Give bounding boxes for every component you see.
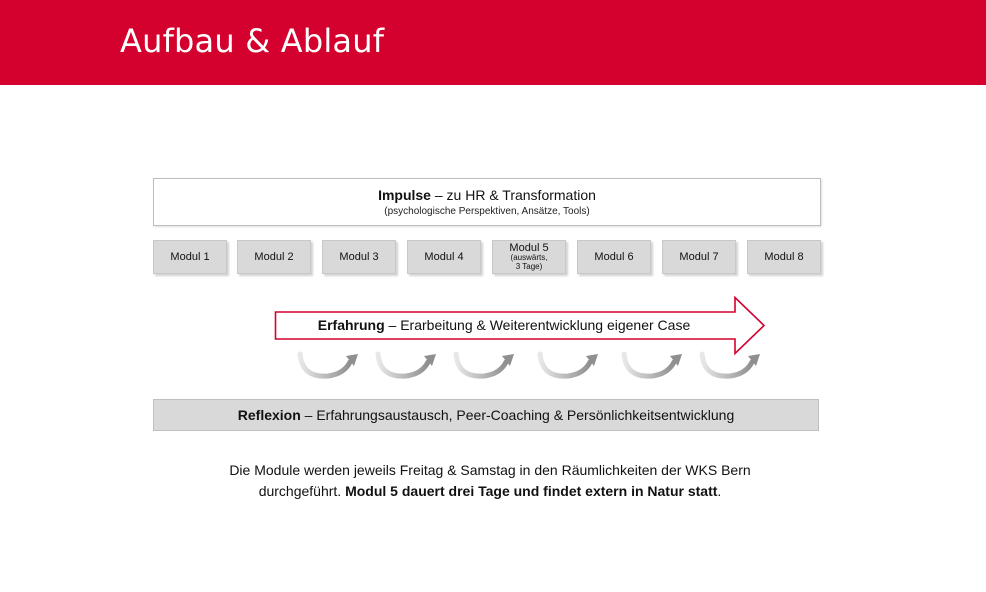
module-note: (auswärts, <box>510 253 548 263</box>
reflexion-box <box>153 399 819 431</box>
erfahrung-label <box>274 317 734 333</box>
erfahrung-description: – Erarbeitung & Weiterentwicklung eigener Case <box>384 317 691 333</box>
module-5 <box>492 240 566 274</box>
cycle-arrow-icon <box>702 354 760 376</box>
module-7 <box>662 240 736 274</box>
reflexion-title: Reflexion <box>237 407 301 423</box>
module-label: Modul 2 <box>254 251 294 263</box>
module-6 <box>577 240 651 274</box>
module-4 <box>407 240 481 274</box>
module-3 <box>322 240 396 274</box>
cycle-arrow-icon <box>378 354 436 376</box>
cycle-arrow-icon <box>300 354 358 376</box>
module-note: 3 Tage) <box>515 261 543 271</box>
impulse-label: Impulse <box>378 187 431 203</box>
footer-period: . <box>717 483 722 499</box>
module-label: Modul 6 <box>594 251 634 263</box>
impulse-subtitle: (psychologische Perspektiven, Ansätze, Tools) <box>384 206 590 217</box>
module-2 <box>237 240 311 274</box>
module-label: Modul 5 <box>509 241 549 254</box>
impulse-heading <box>154 187 820 203</box>
footer-line-2 <box>180 481 800 502</box>
module-8 <box>747 240 821 274</box>
impulse-description: – zu HR & Transformation <box>430 187 596 203</box>
footer-text: durchgeführt. <box>258 483 346 499</box>
reflexion-label <box>238 407 734 423</box>
page-title: Aufbau & Ablauf <box>120 22 385 60</box>
reflection-cycle-arrows <box>290 348 770 384</box>
erfahrung-title: Erfahrung <box>317 317 385 333</box>
footer-line-1: Die Module werden jeweils Freitag & Samstag in den Räumlichkeiten der WKS Bern <box>229 462 751 478</box>
cycle-arrow-icon <box>540 354 598 376</box>
reflexion-description: – Erfahrungsaustausch, Peer-Coaching & Persönlichkeitsentwicklung <box>300 407 735 423</box>
header-bar <box>0 0 986 85</box>
cycle-arrow-icon <box>456 354 514 376</box>
module-label: Modul 3 <box>339 251 379 263</box>
footer-emphasis: Modul 5 dauert drei Tage und findet extern in Natur statt <box>345 483 718 499</box>
impulse-box <box>153 178 821 226</box>
module-label: Modul 1 <box>170 251 210 263</box>
footer-note <box>180 460 800 502</box>
module-label: Modul 7 <box>679 251 719 263</box>
cycle-arrow-icon <box>624 354 682 376</box>
module-label: Modul 8 <box>764 251 804 263</box>
module-1 <box>153 240 227 274</box>
module-label: Modul 4 <box>424 251 464 263</box>
module-row <box>153 240 821 274</box>
